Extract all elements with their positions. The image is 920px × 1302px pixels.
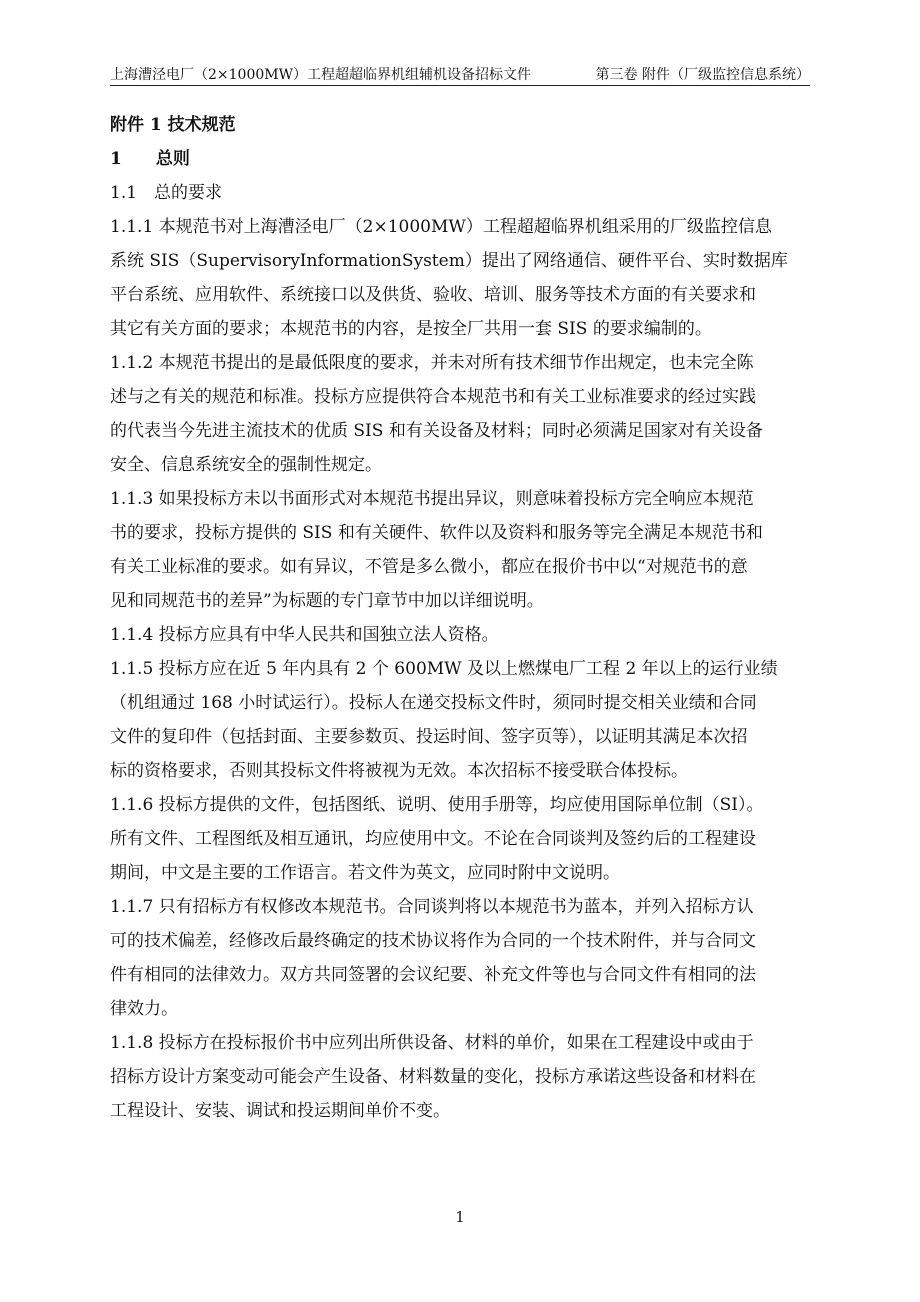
text-line: 招标方设计方案变动可能会产生设备、材料数量的变化，投标方承诺这些设备和材料在	[110, 1067, 756, 1087]
text-line: 标的资格要求，否则其投标文件将被视为无效。本次招标不接受联合体投标。	[110, 761, 688, 781]
text-line: 工程设计、安装、调试和投运期间单价不变。	[110, 1101, 450, 1121]
appendix-title: 附件 1 技术规范	[110, 115, 236, 135]
text-line: 系统 SIS（SupervisoryInformationSystem）提出了网络通信、硬件平台、实时数据库	[110, 251, 788, 271]
text-line: （机组通过 168 小时试运行）。投标人在递交投标文件时，须同时提交相关业绩和合同	[110, 693, 757, 713]
text-line: 1.1.6 投标方提供的文件，包括图纸、说明、使用手册等，均应使用国际单位制（SI）。	[110, 795, 764, 815]
text-line: 1.1.1 本规范书对上海漕泾电厂（2×1000MW）工程超超临界机组采用的厂级监控信息	[110, 217, 772, 237]
text-line: 1.1.8 投标方在投标报价书中应列出所供设备、材料的单价，如果在工程建设中或由于	[110, 1033, 754, 1053]
section-heading: 1 总则	[110, 149, 190, 169]
header-volume-title: 第三卷 附件（厂级监控信息系统）	[595, 67, 810, 83]
text-line: 1.1.7 只有招标方有权修改本规范书。合同谈判将以本规范书为蓝本，并列入招标方认	[110, 897, 754, 917]
text-line: 安全、信息系统安全的强制性规定。	[110, 455, 382, 475]
text-line: 有关工业标准的要求。如有异议，不管是多么微小，都应在报价书中以“对规范书的意	[110, 557, 748, 577]
header-document-title: 上海漕泾电厂（2×1000MW）工程超超临界机组辅机设备招标文件	[110, 67, 531, 83]
text-line: 平台系统、应用软件、系统接口以及供货、验收、培训、服务等技术方面的有关要求和	[110, 285, 756, 305]
text-line: 述与之有关的规范和标准。投标方应提供符合本规范书和有关工业标准要求的经过实践	[110, 387, 756, 407]
text-line: 1.1.3 如果投标方未以书面形式对本规范书提出异议，则意味着投标方完全响应本规范	[110, 489, 754, 509]
text-line: 的代表当今先进主流技术的优质 SIS 和有关设备及材料；同时必须满足国家对有关设备	[110, 421, 763, 441]
text-line: 律效力。	[110, 999, 178, 1019]
text-line: 可的技术偏差，经修改后最终确定的技术协议将作为合同的一个技术附件，并与合同文	[110, 931, 756, 951]
text-line: 件有相同的法律效力。双方共同签署的会议纪要、补充文件等也与合同文件有相同的法	[110, 965, 756, 985]
document-body	[110, 108, 810, 1128]
text-line: 所有文件、工程图纸及相互通讯，均应使用中文。不论在合同谈判及签约后的工程建设	[110, 829, 756, 849]
text-line: 1.1.5 投标方应在近 5 年内具有 2 个 600MW 及以上燃煤电厂工程 2 年以上的运行业绩	[110, 659, 778, 679]
text-line: 1.1.2 本规范书提出的是最低限度的要求，并未对所有技术细节作出规定，也未完全陈	[110, 353, 754, 373]
page-number: 1	[455, 1208, 465, 1226]
text-line: 期间，中文是主要的工作语言。若文件为英文，应同时附中文说明。	[110, 863, 620, 883]
text-line: 其它有关方面的要求；本规范书的内容，是按全厂共用一套 SIS 的要求编制的。	[110, 319, 712, 339]
text-line: 文件的复印件（包括封面、主要参数页、投运时间、签字页等），以证明其满足本次招	[110, 727, 748, 747]
text-line: 书的要求，投标方提供的 SIS 和有关硬件、软件以及资料和服务等完全满足本规范书和	[110, 523, 763, 543]
page-header	[110, 62, 810, 84]
header-divider	[110, 85, 810, 86]
text-line: 见和同规范书的差异”为标题的专门章节中加以详细说明。	[110, 591, 544, 611]
subsection-heading: 1.1 总的要求	[110, 183, 223, 203]
text-line: 1.1.4 投标方应具有中华人民共和国独立法人资格。	[110, 625, 499, 645]
